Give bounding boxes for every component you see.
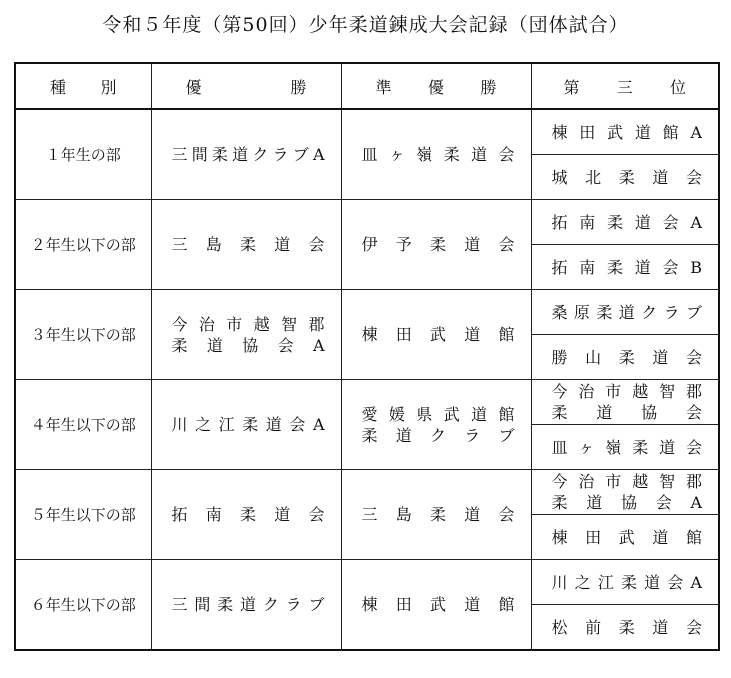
category-cell	[15, 200, 151, 290]
cell-text: 棟田武道館	[361, 325, 515, 344]
winner-cell	[151, 109, 341, 200]
third-place-cell	[531, 200, 719, 245]
page-title: 令和５年度（第50回）少年柔道錬成大会記録（団体試合）	[102, 14, 629, 36]
cell-text: 棟田武道館	[361, 595, 515, 614]
category-label: １年生の部	[45, 146, 121, 164]
cell-text: 今治市越智郡	[551, 382, 702, 401]
category-label: ２年生以下の部	[30, 236, 136, 254]
header-third: 第 三 位	[531, 63, 719, 109]
cell-text: 柔道協会A	[171, 335, 325, 355]
category-cell	[15, 560, 151, 651]
cell-text: 柔道協会	[551, 403, 702, 422]
third-place-cell	[531, 425, 719, 470]
cell-text: 愛媛県武道館	[361, 404, 515, 424]
winner-cell	[151, 470, 341, 560]
runner-up-cell	[341, 560, 531, 651]
third-place-cell	[531, 245, 719, 290]
category-label: ５年生以下の部	[30, 506, 136, 524]
cell-text: 拓南柔道会A	[551, 212, 702, 232]
third-place-cell	[531, 470, 719, 515]
table-row	[15, 200, 719, 245]
cell-text: 棟田武道館	[551, 527, 702, 547]
cell-text: 今治市越智郡	[551, 472, 702, 491]
runner-up-cell	[341, 290, 531, 380]
category-cell	[15, 109, 151, 200]
cell-text: 三島柔道会	[361, 505, 515, 524]
category-cell	[15, 290, 151, 380]
third-place-cell	[531, 605, 719, 651]
third-place-cell	[531, 380, 719, 425]
table-row	[15, 290, 719, 335]
table-row	[15, 470, 719, 515]
cell-text: 勝山柔道会	[551, 347, 702, 367]
cell-text: 拓南柔道会	[171, 505, 325, 524]
category-label: ４年生以下の部	[30, 416, 136, 434]
category-cell	[15, 470, 151, 560]
third-place-cell	[531, 515, 719, 560]
cell-text: 三間柔道クラブA	[171, 145, 325, 164]
third-place-cell	[531, 290, 719, 335]
cell-text: 川之江柔道会A	[171, 415, 325, 434]
third-place-cell	[531, 335, 719, 380]
cell-text: 皿ヶ嶺柔道会	[551, 437, 702, 457]
table-row	[15, 109, 719, 155]
header-category: 種 別	[15, 63, 151, 109]
cell-text: 拓南柔道会B	[551, 257, 702, 277]
cell-text: 城北柔道会	[551, 167, 702, 187]
category-label: ６年生以下の部	[30, 596, 136, 614]
cell-text: 三間柔道クラブ	[171, 595, 325, 614]
winner-cell	[151, 200, 341, 290]
runner-up-cell	[341, 109, 531, 200]
third-place-cell	[531, 109, 719, 155]
cell-text: 松前柔道会	[551, 617, 702, 637]
header-winner: 優 勝	[151, 63, 341, 109]
cell-text: 皿ヶ嶺柔道会	[361, 145, 515, 164]
cell-text: 今治市越智郡	[171, 314, 325, 334]
table-row	[15, 380, 719, 425]
cell-text: 川之江柔道会A	[551, 572, 702, 592]
runner-up-cell	[341, 380, 531, 470]
winner-cell	[151, 380, 341, 470]
third-place-cell	[531, 560, 719, 605]
runner-up-cell	[341, 200, 531, 290]
category-cell	[15, 380, 151, 470]
cell-text: 柔道協会A	[551, 493, 702, 512]
winner-cell	[151, 560, 341, 651]
results-table	[14, 62, 720, 651]
cell-text: 伊予柔道会	[361, 235, 515, 254]
table-header-row	[15, 63, 719, 109]
cell-text: 三島柔道会	[171, 235, 325, 254]
category-label: ３年生以下の部	[30, 326, 136, 344]
winner-cell	[151, 290, 341, 380]
runner-up-cell	[341, 470, 531, 560]
third-place-cell	[531, 155, 719, 200]
cell-text: 柔道クラブ	[361, 425, 515, 445]
cell-text: 桑原柔道クラブ	[551, 302, 702, 322]
header-runner-up: 準 優 勝	[341, 63, 531, 109]
cell-text: 棟田武道館A	[551, 122, 702, 142]
table-row	[15, 560, 719, 605]
